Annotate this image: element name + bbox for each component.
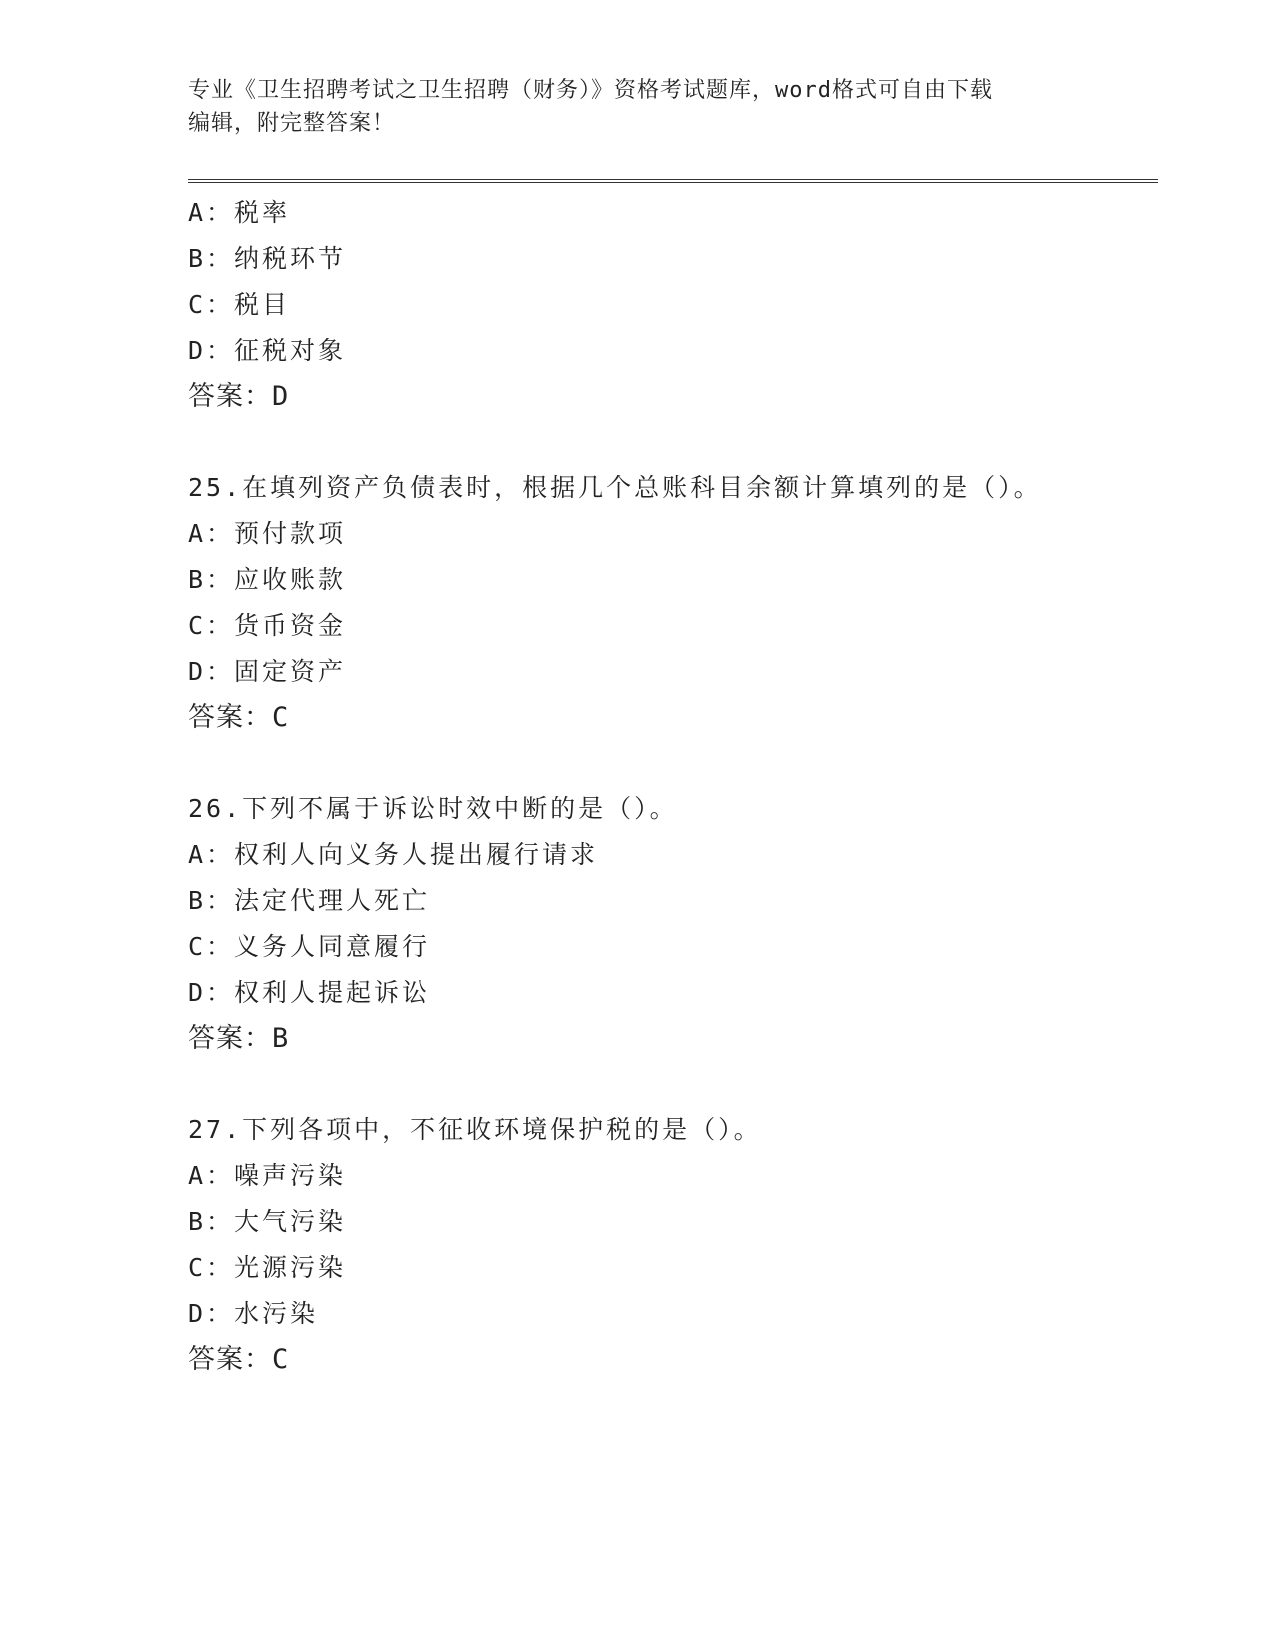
option-d: D：固定资产 [188, 657, 347, 686]
option-d: D：征税对象 [188, 336, 347, 365]
answer-value: D [272, 381, 290, 412]
answer-label: 答案： [188, 381, 272, 412]
answer-label: 答案： [188, 702, 272, 733]
question-list [188, 190, 1168, 1383]
question-stem: 25.在填列资产负债表时，根据几个总账科目余额计算填列的是（）。 [188, 473, 1042, 502]
option-d: D：权利人提起诉讼 [188, 978, 431, 1007]
question-block [188, 190, 1168, 420]
option-c: C：义务人同意履行 [188, 932, 431, 961]
header-divider [188, 179, 1158, 183]
header-line-1: 专业《卫生招聘考试之卫生招聘（财务）》资格考试题库，word格式可自由下载 [188, 78, 993, 103]
question-block [188, 1107, 1168, 1383]
header-line-2: 编辑，附完整答案！ [188, 111, 396, 136]
question-spacer [188, 741, 1168, 786]
option-a: A：预付款项 [188, 519, 347, 548]
option-c: C：税目 [188, 290, 291, 319]
question-spacer [188, 420, 1168, 465]
document-header [188, 74, 1088, 140]
answer-value: C [272, 702, 290, 733]
answer-line [188, 374, 1168, 420]
option-c: C：货币资金 [188, 611, 347, 640]
answer-label: 答案： [188, 1344, 272, 1375]
answer-label: 答案： [188, 1023, 272, 1054]
question-stem: 27.下列各项中，不征收环境保护税的是（）。 [188, 1115, 762, 1144]
question-stem: 26.下列不属于诉讼时效中断的是（）。 [188, 794, 678, 823]
question-block [188, 786, 1168, 1062]
option-d: D：水污染 [188, 1299, 319, 1328]
answer-value: C [272, 1344, 290, 1375]
question-spacer [188, 1062, 1168, 1107]
option-b: B：法定代理人死亡 [188, 886, 431, 915]
option-b: B：应收账款 [188, 565, 347, 594]
answer-line [188, 1016, 1168, 1062]
option-c: C：光源污染 [188, 1253, 347, 1282]
option-b: B：大气污染 [188, 1207, 347, 1236]
answer-line [188, 1337, 1168, 1383]
option-b: B：纳税环节 [188, 244, 347, 273]
option-a: A：噪声污染 [188, 1161, 347, 1190]
answer-value: B [272, 1023, 290, 1054]
answer-line [188, 695, 1168, 741]
option-a: A：税率 [188, 198, 291, 227]
question-block [188, 465, 1168, 741]
option-a: A：权利人向义务人提出履行请求 [188, 840, 599, 869]
